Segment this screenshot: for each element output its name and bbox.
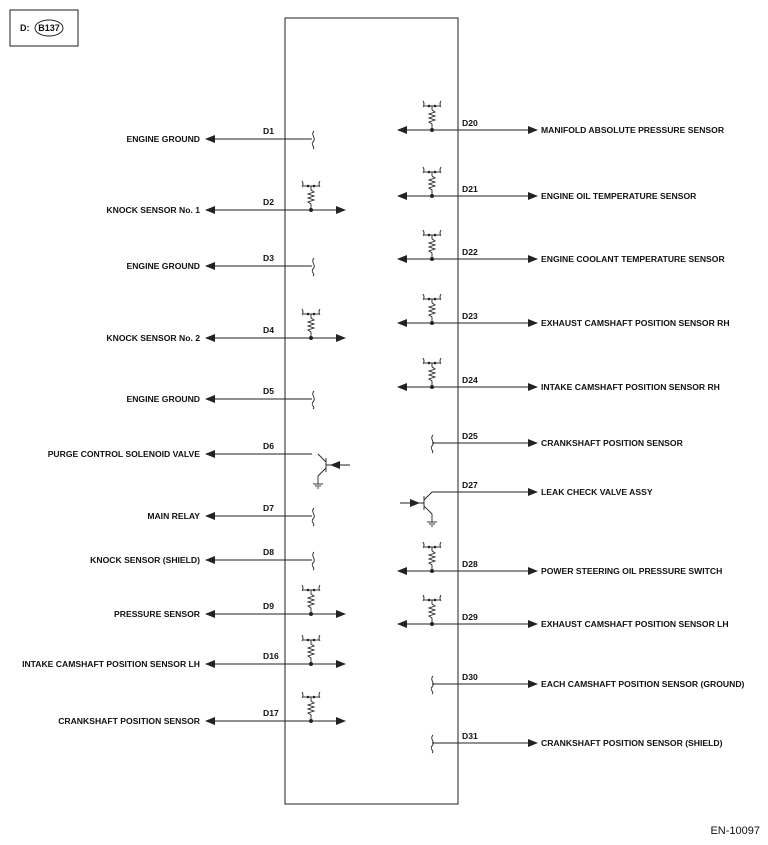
terminal-label: ENGINE COOLANT TEMPERATURE SENSOR (541, 254, 725, 264)
left-terminal-d8 (90, 547, 314, 570)
terminal-label: ENGINE GROUND (126, 261, 200, 271)
left-terminal-d17 (58, 692, 345, 726)
right-terminal-d31 (431, 731, 722, 753)
connector-prefix: D: (20, 23, 30, 33)
terminal-label: EXHAUST CAMSHAFT POSITION SENSOR RH (541, 318, 730, 328)
right-terminal-d30 (431, 672, 744, 694)
pin-number: D24 (462, 375, 478, 385)
left-terminal-d2 (106, 181, 345, 215)
resistor-symbol-icon (423, 358, 441, 389)
ecm-module-box (285, 18, 458, 804)
shield-symbol-icon (431, 435, 433, 453)
terminal-label: CRANKSHAFT POSITION SENSOR (58, 716, 200, 726)
terminal-label: EXHAUST CAMSHAFT POSITION SENSOR LH (541, 619, 729, 629)
pin-number: D29 (462, 612, 478, 622)
shield-symbol-icon (312, 552, 314, 570)
pin-number: D16 (263, 651, 279, 661)
pin-number: D9 (263, 601, 274, 611)
figure-id: EN-10097 (710, 825, 760, 837)
right-terminal-group (398, 101, 745, 753)
pin-number: D17 (263, 708, 279, 718)
resistor-symbol-icon (302, 635, 320, 666)
pin-number: D23 (462, 311, 478, 321)
terminal-label: INTAKE CAMSHAFT POSITION SENSOR RH (541, 382, 720, 392)
left-terminal-d6 (48, 441, 350, 488)
left-terminal-d1 (126, 126, 314, 149)
pin-number: D5 (263, 386, 274, 396)
pin-number: D22 (462, 247, 478, 257)
right-terminal-d23 (398, 294, 730, 328)
resistor-symbol-icon (423, 542, 441, 573)
resistor-symbol-icon (423, 167, 441, 198)
shield-symbol-icon (312, 131, 314, 149)
connector-code: B137 (38, 23, 60, 33)
pin-number: D3 (263, 253, 274, 263)
pin-number: D27 (462, 480, 478, 490)
pin-number: D28 (462, 559, 478, 569)
resistor-symbol-icon (423, 230, 441, 261)
terminal-label: CRANKSHAFT POSITION SENSOR (541, 438, 683, 448)
terminal-label: KNOCK SENSOR No. 2 (106, 333, 200, 343)
pin-number: D21 (462, 184, 478, 194)
shield-symbol-icon (312, 391, 314, 409)
left-terminal-d16 (22, 635, 345, 669)
resistor-symbol-icon (423, 294, 441, 325)
terminal-label: PURGE CONTROL SOLENOID VALVE (47, 449, 200, 459)
shield-symbol-icon (312, 258, 314, 276)
connector-badge (10, 10, 78, 46)
transistor-symbol-icon (400, 492, 437, 526)
terminal-label: PRESSURE SENSOR (114, 609, 200, 619)
right-terminal-d27 (400, 480, 653, 526)
terminal-label: LEAK CHECK VALVE ASSY (541, 487, 653, 497)
resistor-symbol-icon (302, 309, 320, 340)
terminal-label: ENGINE GROUND (126, 134, 200, 144)
right-terminal-d21 (398, 167, 697, 201)
resistor-symbol-icon (423, 101, 441, 132)
pin-number: D31 (462, 731, 478, 741)
shield-symbol-icon (431, 735, 433, 753)
pin-number: D1 (263, 126, 274, 136)
shield-symbol-icon (431, 676, 433, 694)
terminal-label: ENGINE OIL TEMPERATURE SENSOR (541, 191, 697, 201)
left-terminal-d7 (147, 503, 314, 526)
pin-number: D20 (462, 118, 478, 128)
transistor-symbol-icon (313, 454, 350, 488)
right-terminal-d20 (398, 101, 725, 135)
left-terminal-d9 (114, 585, 345, 619)
pin-number: D30 (462, 672, 478, 682)
left-terminal-d3 (126, 253, 314, 276)
terminal-label: KNOCK SENSOR (SHIELD) (90, 555, 200, 565)
shield-symbol-icon (312, 508, 314, 526)
left-terminal-group (22, 126, 350, 726)
resistor-symbol-icon (302, 181, 320, 212)
terminal-label: MAIN RELAY (147, 511, 200, 521)
pin-number: D7 (263, 503, 274, 513)
right-terminal-d28 (398, 542, 722, 576)
resistor-symbol-icon (423, 595, 441, 626)
terminal-label: INTAKE CAMSHAFT POSITION SENSOR LH (22, 659, 200, 669)
resistor-symbol-icon (302, 585, 320, 616)
pin-number: D6 (263, 441, 274, 451)
terminal-label: MANIFOLD ABSOLUTE PRESSURE SENSOR (541, 125, 725, 135)
pin-number: D8 (263, 547, 274, 557)
left-terminal-d4 (106, 309, 345, 343)
pin-number: D4 (263, 325, 274, 335)
terminal-label: EACH CAMSHAFT POSITION SENSOR (GROUND) (541, 679, 745, 689)
right-terminal-d22 (398, 230, 725, 264)
terminal-label: ENGINE GROUND (126, 394, 200, 404)
right-terminal-d25 (431, 431, 683, 453)
right-terminal-d29 (398, 595, 729, 629)
resistor-symbol-icon (302, 692, 320, 723)
terminal-label: CRANKSHAFT POSITION SENSOR (SHIELD) (541, 738, 723, 748)
pin-number: D2 (263, 197, 274, 207)
terminal-label: KNOCK SENSOR No. 1 (106, 205, 200, 215)
left-terminal-d5 (126, 386, 314, 409)
terminal-label: POWER STEERING OIL PRESSURE SWITCH (541, 566, 723, 576)
right-terminal-d24 (398, 358, 720, 392)
pin-number: D25 (462, 431, 478, 441)
